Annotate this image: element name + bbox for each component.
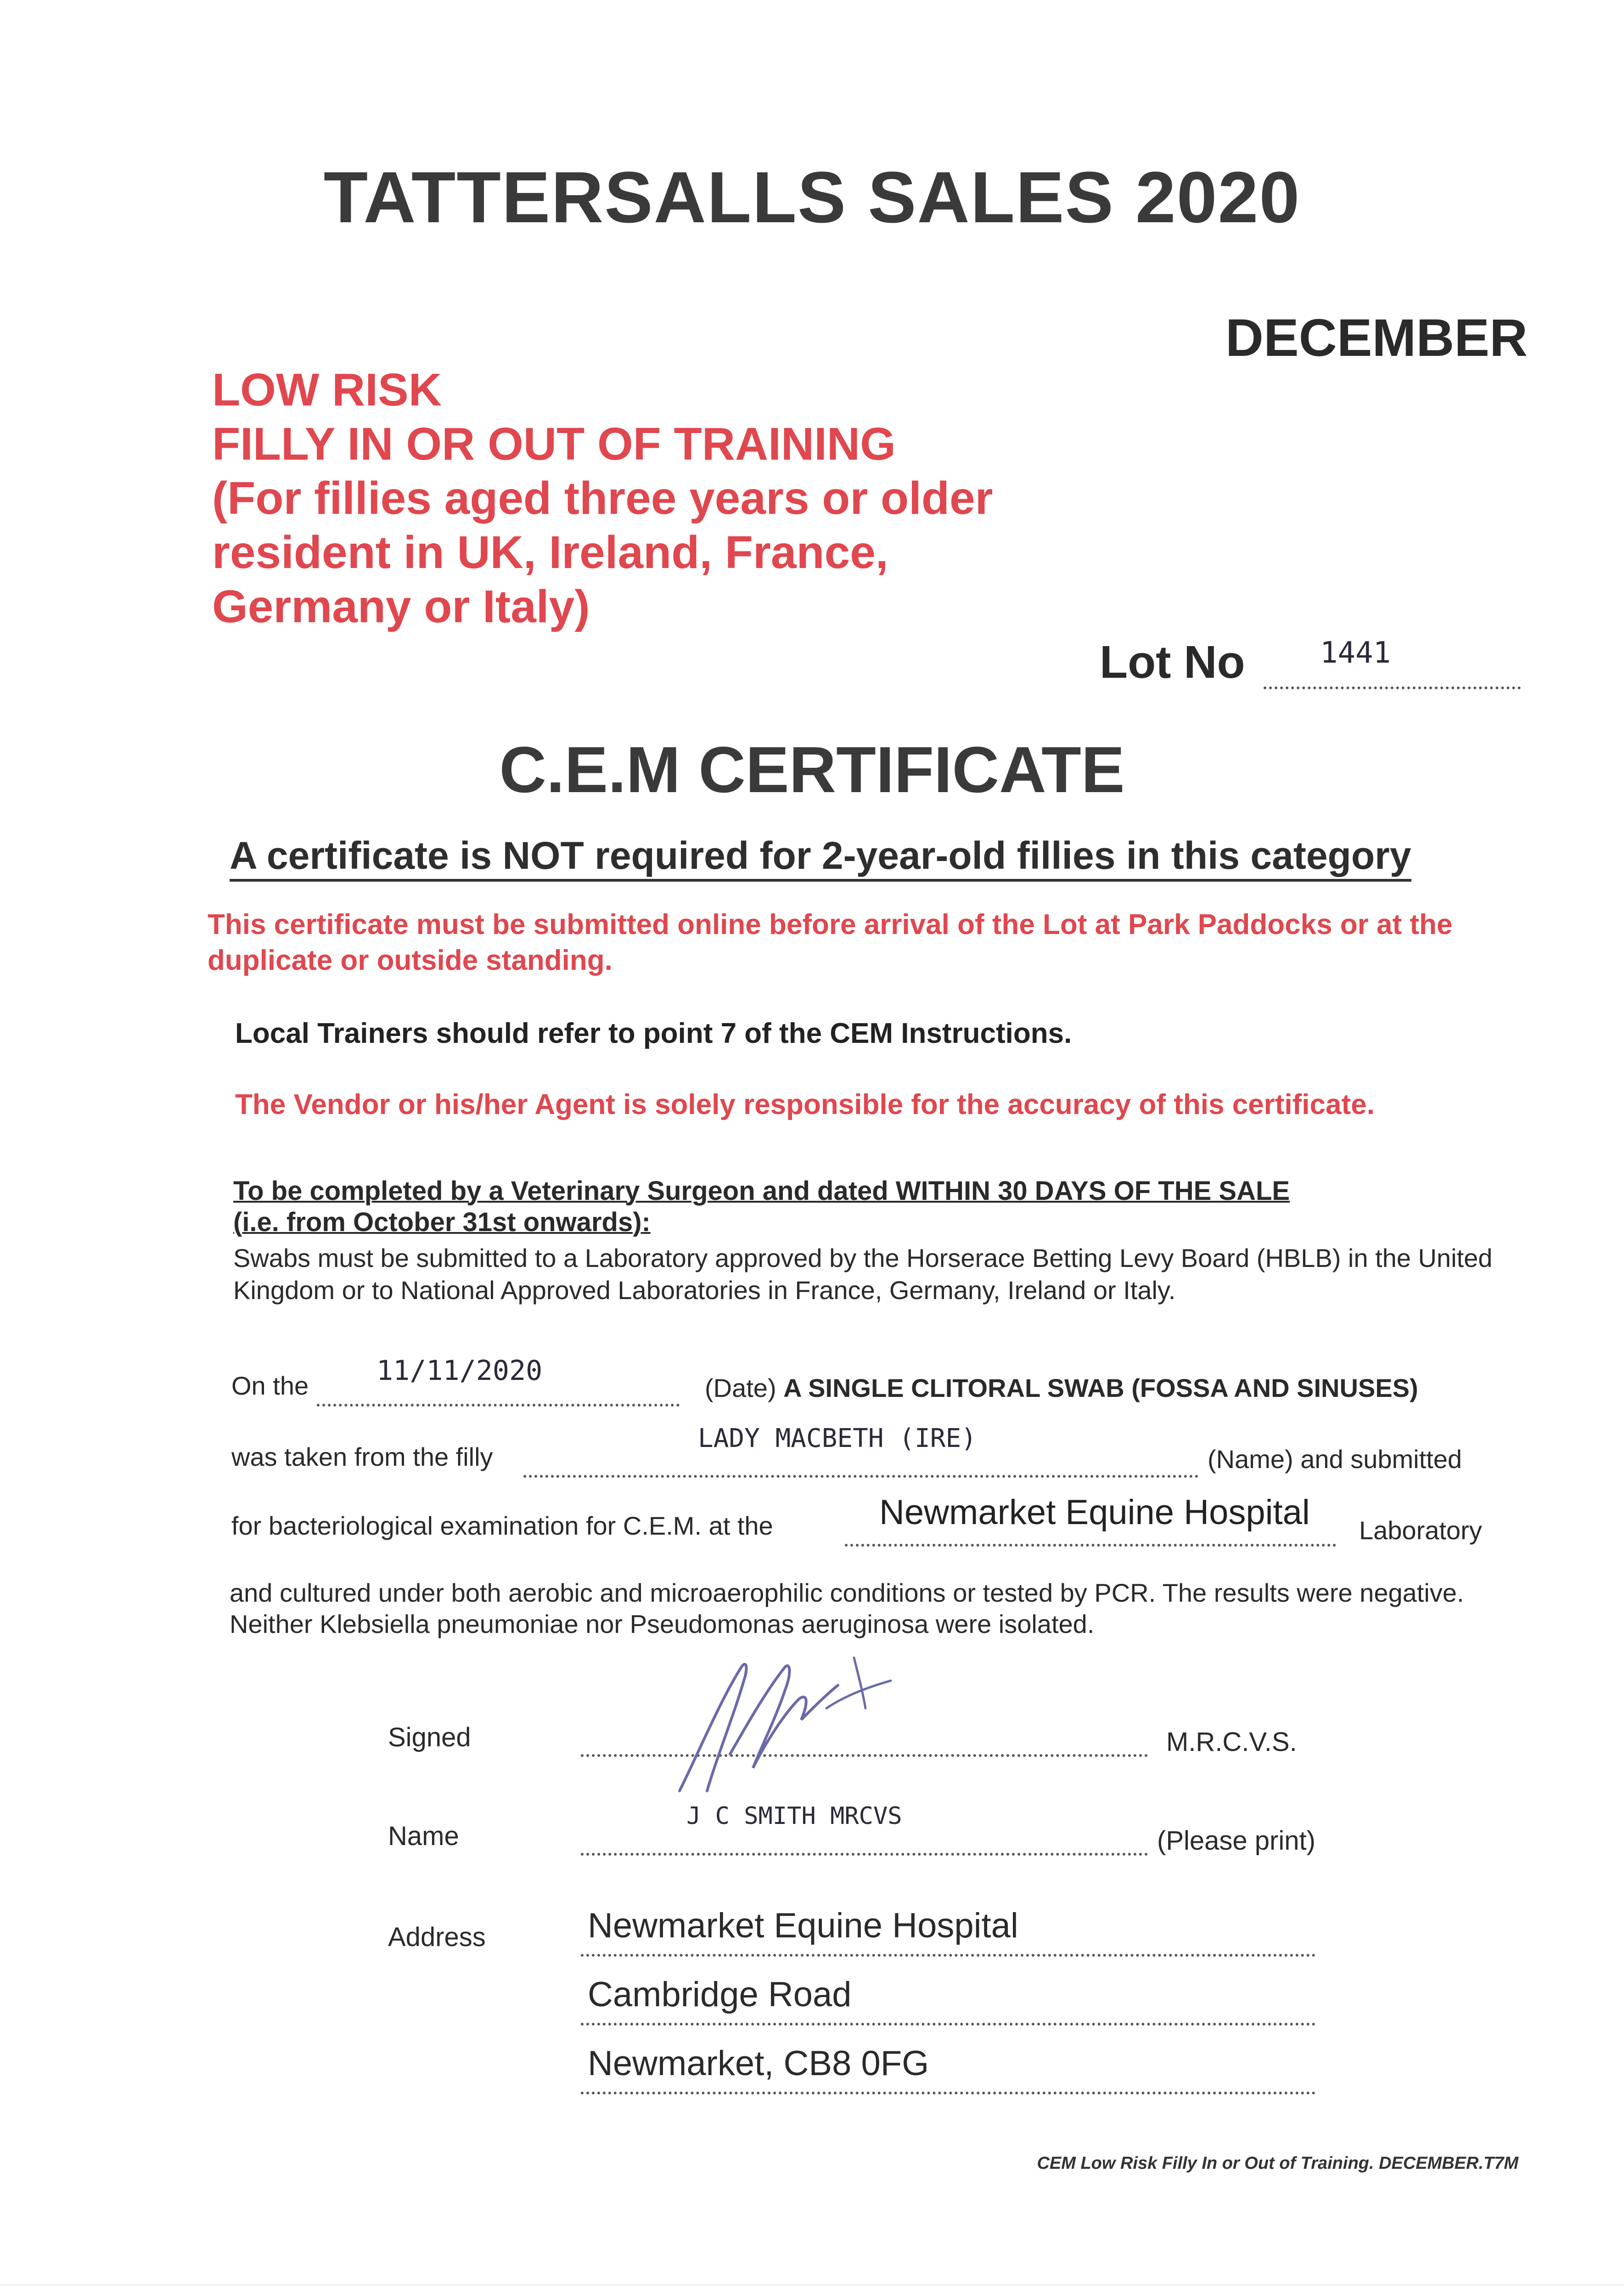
address-line-2[interactable]: Cambridge Road [588, 1975, 852, 2014]
address-line-3[interactable]: Newmarket, CB8 0FG [588, 2044, 929, 2083]
swabs-instructions: Swabs must be submitted to a Laboratory approved by the Horserace Betting Levy Board (HBLB) in the United Kingdom or to National Approved Laboratories in France, Germany, Ireland or Italy. [233, 1244, 1493, 1305]
certificate-title: C.E.M CERTIFICATE [499, 733, 1125, 806]
swab-date-field[interactable]: 11/11/2020 [376, 1355, 543, 1387]
document-title: TATTERSALLS SALES 2020 [323, 157, 1301, 238]
vet-heading-line: (i.e. from October 31st onwards): [233, 1207, 651, 1237]
date-label [705, 1373, 1418, 1403]
category-block [212, 363, 993, 634]
signature-mark[interactable] [661, 1639, 900, 1805]
swab-type-label: A SINGLE CLITORAL SWAB (FOSSA AND SINUSES) [783, 1373, 1418, 1402]
category-line: resident in UK, Ireland, France, [212, 527, 888, 578]
on-the-label: On the [231, 1371, 309, 1400]
local-trainers-note: Local Trainers should refer to point 7 of the CEM Instructions. [235, 1018, 1072, 1049]
mrcvs-label: M.R.C.V.S. [1166, 1727, 1297, 1757]
laboratory-name-field[interactable]: Newmarket Equine Hospital [879, 1493, 1310, 1532]
category-line: FILLY IN OR OUT OF TRAINING [212, 418, 896, 470]
name-submitted-label: (Name) and submitted [1208, 1445, 1462, 1474]
category-line: LOW RISK [212, 364, 442, 416]
submit-online-notice: This certificate must be submitted online before arrival of the Lot at Park Paddocks or at the duplicate or outside standing. [208, 909, 1453, 976]
laboratory-label: Laboratory [1359, 1516, 1482, 1545]
vet-name-field[interactable]: J C SMITH MRCVS [686, 1802, 902, 1830]
name-label: Name [388, 1821, 459, 1851]
please-print-label: (Please print) [1157, 1826, 1315, 1856]
category-line: Germany or Italy) [212, 581, 590, 632]
vet-heading-line: To be completed by a Veterinary Surgeon and dated WITHIN 30 DAYS OF THE SALE [233, 1176, 1290, 1206]
date-label-prefix: (Date) [705, 1373, 776, 1402]
form-reference: CEM Low Risk Filly In or Out of Training. DECEMBER.T7M [1037, 2154, 1518, 2173]
results-statement: and cultured under both aerobic and microaerophilic conditions or tested by PCR. The results were negative. Neither Klebsiella pneumoniae nor Pseudomonas aeruginosa were isolated. [230, 1578, 1464, 1638]
lot-dotted-line [1264, 641, 1521, 689]
category-line: (For fillies aged three years or older [212, 473, 993, 524]
signed-label: Signed [388, 1722, 471, 1752]
taken-from-label: was taken from the filly [231, 1442, 493, 1471]
lot-number[interactable]: 1441 [1320, 636, 1391, 670]
address-line-1[interactable]: Newmarket Equine Hospital [588, 1906, 1018, 1945]
bacteriological-label: for bacteriological examination for C.E.M. at the [231, 1511, 773, 1540]
address-label: Address [388, 1922, 486, 1952]
not-required-notice: A certificate is NOT required for 2-year-old fillies in this category [230, 833, 1411, 882]
lot-label: Lot No [1100, 636, 1245, 688]
filly-name-field[interactable]: LADY MACBETH (IRE) [698, 1424, 977, 1453]
vet-instructions-heading [233, 1176, 1290, 1238]
vendor-responsibility-note: The Vendor or his/her Agent is solely responsible for the accuracy of this certificate. [235, 1089, 1375, 1120]
sale-month: DECEMBER [1225, 309, 1528, 367]
